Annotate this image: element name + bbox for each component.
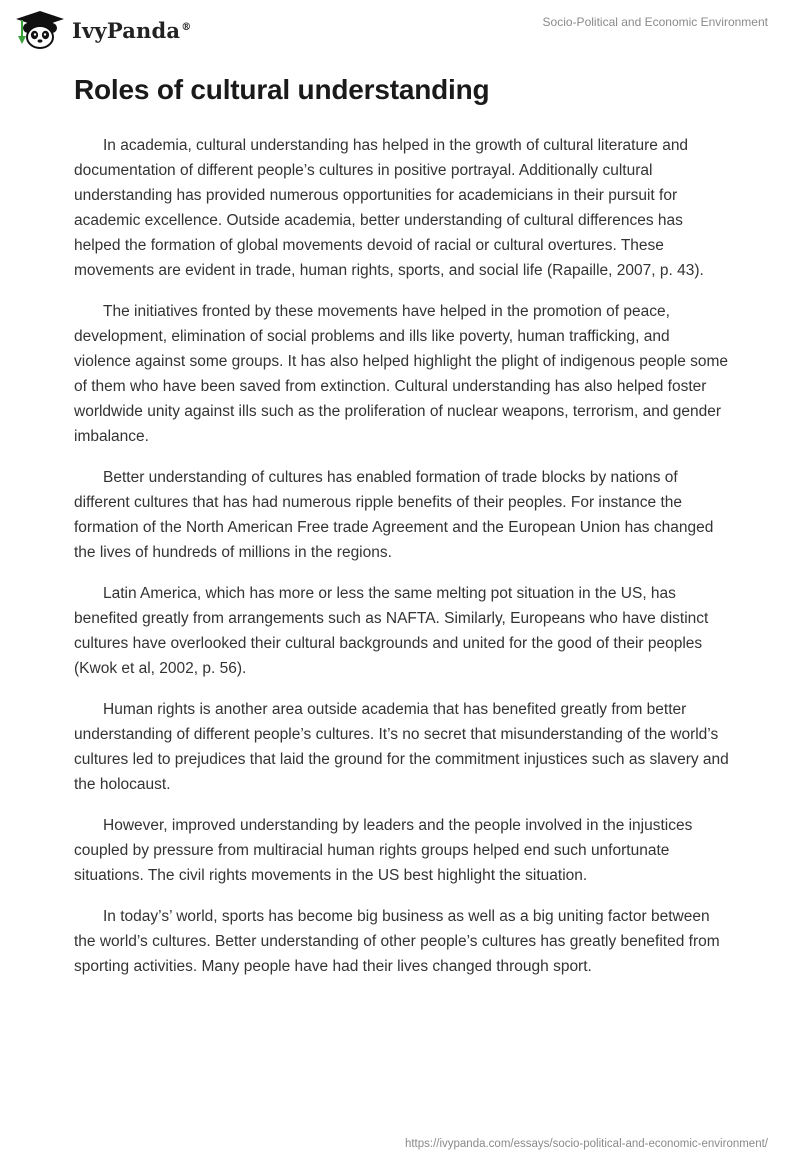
page-header xyxy=(0,0,800,60)
ivypanda-logo[interactable] xyxy=(14,10,191,50)
document-title: Socio-Political and Economic Environment xyxy=(542,15,768,29)
page-title: Roles of cultural understanding xyxy=(74,74,490,105)
essay-body xyxy=(74,133,730,995)
paragraph: The initiatives fronted by these movements have helped in the promotion of peace, development, elimination of social problems and ills like poverty, human trafficking, and violence against some groups. It has also helped highlight the plight of indigenous people some of them who have been saved from extinction. Cultural understanding has also helped foster worldwide unity against ills such as the proliferation of nuclear weapons, terrorism, and gender imbalance. xyxy=(74,303,729,445)
paragraph: However, improved understanding by leaders and the people involved in the injustices coupled by pressure from multiracial human rights groups helped end such unfortunate situations. The civil rights movements in the US best highlight the situation. xyxy=(74,817,693,884)
paragraph: In academia, cultural understanding has helped in the growth of cultural literature and documentation of different people’s cultures in positive portrayal. Additionally cultural understanding has provided numerous opportunities for academicians in their pursuit for academic excellence. Outside academia, better understanding of cultural differences has helped the formation of global movements devoid of racial or cultural overtures. These movements are evident in trade, human rights, sports, and social life (Rapaille, 2007, p. 43). xyxy=(74,137,704,279)
brand-name: IvyPanda® xyxy=(72,17,192,43)
paragraph: Latin America, which has more or less the same melting pot situation in the US, has benefited greatly from arrangements such as NAFTA. Similarly, Europeans who have distinct cultures have overlooked their cultural backgrounds and united for the good of their peoples (Kwok et al, 2002, p. 56). xyxy=(74,585,709,677)
panda-graduate-icon xyxy=(14,10,66,50)
source-url[interactable]: https://ivypanda.com/essays/socio-political-and-economic-environment/ xyxy=(404,1138,768,1150)
paragraph: Human rights is another area outside academia that has benefited greatly from better understanding of different people’s cultures. It’s no secret that misunderstanding of the world’s cultures led to prejudices that laid the ground for the commitment injustices such as slavery and the holocaust. xyxy=(74,701,729,793)
paragraph: Better understanding of cultures has enabled formation of trade blocks by nations of different cultures that has had numerous ripple benefits of their peoples. For instance the formation of the North American Free trade Agreement and the European Union has changed the lives of hundreds of millions in the regions. xyxy=(74,469,714,561)
paragraph: In today’s’ world, sports has become big business as well as a big uniting factor between the world’s cultures. Better understanding of other people’s cultures has greatly benefited from sporting activities. Many people have had their lives changed through sport. xyxy=(74,908,720,975)
